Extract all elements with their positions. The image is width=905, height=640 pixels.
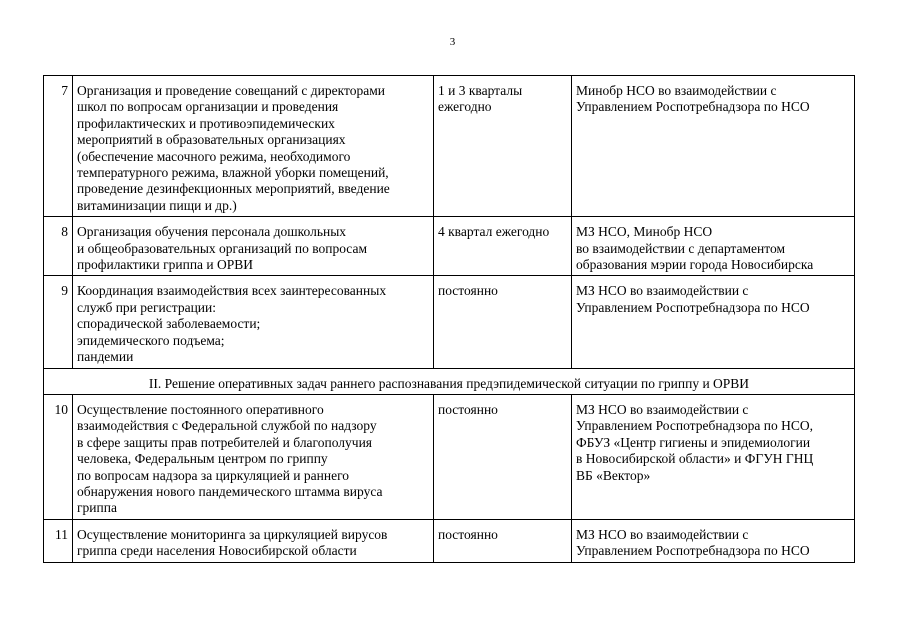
responsible-cell (572, 276, 855, 368)
responsible-cell-line: Управлением Роспотребнадзора по НСО, (576, 418, 813, 434)
term-cell-line: постоянно (438, 283, 498, 299)
responsible-cell-line: Управлением Роспотребнадзора по НСО (576, 99, 810, 115)
term-cell-line: постоянно (438, 526, 498, 542)
term-cell (434, 217, 572, 276)
responsible-cell-line: МЗ НСО во взаимодействии с (576, 283, 749, 299)
event-cell (73, 394, 434, 519)
table-row (44, 519, 855, 562)
term-cell (434, 276, 572, 368)
term-cell-line: 4 квартал ежегодно (438, 224, 550, 240)
event-cell-line: мероприятий в образовательных организациях (77, 132, 346, 148)
responsible-cell (572, 217, 855, 276)
event-cell-line: человека, Федеральным центром по гриппу (77, 451, 328, 467)
event-cell-line: в сфере защиты прав потребителей и благополучия (77, 434, 373, 450)
section-row (44, 368, 855, 394)
event-cell-line: (обеспечение масочного режима, необходимого (77, 148, 351, 164)
row-number: 9 (44, 276, 73, 368)
event-cell-line: Координация взаимодействия всех заинтересованных (77, 283, 387, 299)
event-cell-line: профилактических и противоэпидемических (77, 115, 335, 131)
responsible-cell-line: МЗ НСО, Минобр НСО (576, 224, 713, 240)
event-cell (73, 519, 434, 562)
table-row (44, 76, 855, 217)
measures-table (43, 75, 855, 563)
page-number: 3 (449, 36, 456, 48)
event-cell (73, 217, 434, 276)
table-row (44, 217, 855, 276)
responsible-cell-line: ВБ «Вектор» (576, 467, 651, 483)
term-cell-line: 1 и 3 кварталы (438, 83, 523, 98)
row-number: 11 (44, 519, 73, 562)
event-cell-line: и общеобразовательных организаций по вопросам (77, 240, 367, 256)
event-cell-line: эпидемического подъема; (77, 332, 225, 348)
event-cell-line: обнаружения нового пандемического штамма вируса (77, 483, 383, 499)
event-cell-line: витаминизации пищи и др.) (77, 197, 237, 213)
responsible-cell (572, 76, 855, 217)
event-cell-line: профилактики гриппа и ОРВИ (77, 257, 254, 273)
row-number: 8 (44, 217, 73, 276)
event-cell-line: взаимодействия с Федеральной службой по надзору (77, 418, 377, 434)
responsible-cell-line: МЗ НСО во взаимодействии с (576, 526, 749, 542)
table-row (44, 276, 855, 368)
row-number: 7 (44, 76, 73, 217)
responsible-cell (572, 519, 855, 562)
event-cell-line: пандемии (77, 349, 134, 365)
event-cell (73, 76, 434, 217)
responsible-cell-line: образования мэрии города Новосибирска (576, 257, 814, 273)
event-cell-line: гриппа (77, 500, 117, 516)
responsible-cell-line: в Новосибирской области» и ФГУН ГНЦ (576, 451, 814, 467)
term-cell (434, 394, 572, 519)
term-cell-line: ежегодно (438, 99, 492, 115)
responsible-cell-line: Управлением Роспотребнадзора по НСО (576, 299, 810, 315)
event-cell-line: температурного режима, влажной уборки помещений, (77, 165, 389, 181)
event-cell-line: школ по вопросам организации и проведения (77, 99, 339, 115)
responsible-cell-line: Минобр НСО во взаимодействии с (576, 83, 777, 98)
responsible-cell-line: во взаимодействии с департаментом (576, 240, 785, 256)
event-cell-line: служб при регистрации: (77, 299, 216, 315)
event-cell-line: спорадической заболеваемости; (77, 316, 261, 332)
responsible-cell-line: Управлением Роспотребнадзора по НСО (576, 543, 810, 559)
event-cell-line: Организация и проведение совещаний с директорами (77, 83, 385, 98)
event-cell (73, 276, 434, 368)
responsible-cell (572, 394, 855, 519)
event-cell-line: гриппа среди населения Новосибирской области (77, 543, 357, 559)
term-cell (434, 519, 572, 562)
event-cell-line: Осуществление мониторинга за циркуляцией вирусов (77, 526, 388, 542)
row-number: 10 (44, 394, 73, 519)
event-cell-line: по вопросам надзора за циркуляцией и раннего (77, 467, 350, 483)
event-cell-line: Организация обучения персонала дошкольных (77, 224, 347, 240)
event-cell-line: Осуществление постоянного оперативного (77, 401, 324, 417)
event-cell-line: проведение дезинфекционных мероприятий, введение (77, 181, 390, 197)
responsible-cell-line: МЗ НСО во взаимодействии с (576, 401, 749, 417)
term-cell (434, 76, 572, 217)
term-cell-line: постоянно (438, 401, 498, 417)
table-row (44, 394, 855, 519)
responsible-cell-line: ФБУЗ «Центр гигиены и эпидемиологии (576, 434, 811, 450)
section-heading: II. Решение оперативных задач раннего распознавания предэпидемической ситуации по гриппу и ОРВИ (44, 368, 855, 394)
